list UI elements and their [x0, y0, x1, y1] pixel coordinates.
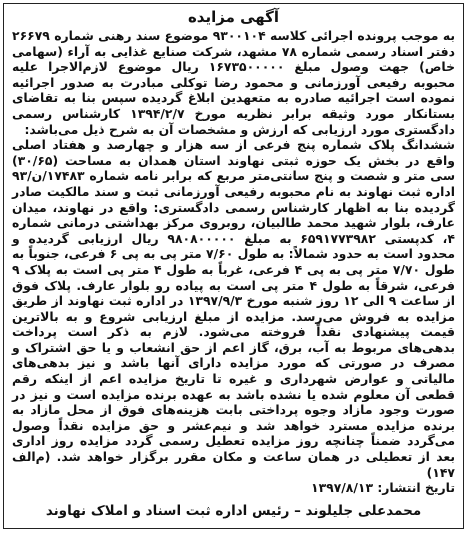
notice-body	[12, 28, 455, 496]
notice-title: آگهی مزایده	[187, 8, 280, 26]
notice-publish-date: تاریخ انتشار: ۱۳۹۷/۸/۱۳	[311, 480, 455, 496]
notice-frame	[3, 3, 464, 529]
notice-signature: محمدعلی جلیلوند – رئیس اداره ثبت اسناد و املاک نهاوند	[45, 502, 422, 519]
notice-paragraph-property: ششدانگ پلاک شماره پنج فرعی از سه هزار و چهارصد و هفتاد اصلی واقع در بخش یک حوزه ثبتی نهاوند استان همدان به مساحت (۳۰/۶۵) سی متر و شصت و پنج سانتی‌متر مربع که برابر نامه شماره ۱۷۴۸۳/ن/۹۳ اداره ثبت نهاوند به نام محبوبه رفیعی آورزمانی ثبت و سند مالکیت صادر گردیده بنا به اظهار کارشناس رسمی دادگستری: واقع در نهاوند، میدان عارف، بلوار شهید محمد طالبیان، روبروی مرکز بهداشتی درمانی شماره ۴، کدپستی ۶۵۹۱۷۷۳۹۸۲ به مبلغ ۹۸۰۸۰۰۰۰۰ ریال ارزیابی گردیده و محدود است به حدود شمالاً: به طول ۷/۶۰ متر پی به پی ۶ فرعی، جنوباً به طول ۷/۷۰ متر پی به پی ۴ فرعی، غرباً به طول ۴ متر پی است به پلاک ۹ فرعی، شرقاً به طول ۴ متر پی است به پیاده رو بلوار عارف. پلاک فوق از ساعت ۹ الی ۱۲ روز شنبه مورخ ۱۳۹۷/۹/۳ در اداره ثبت نهاوند از طریق مزایده به فروش می‌رسد. مزایده از مبلغ ارزیابی شروع و به بالاترین قیمت پیشنهادی نقداً فروخته می‌شود. لازم به ذکر است پرداخت بدهی‌های مربوط به آب، برق، گاز اعم از حق انشعاب و یا حق اشتراک و مصرف در صورتی که مورد مزایده دارای آنها باشد و نیز بدهی‌های مالیاتی و عوارض شهرداری و غیره تا تاریخ مزایده اعم از اینکه رقم قطعی آن معلوم شده یا نشده باشد به عهده برنده مزایده است و نیز در صورت وجود مازاد وجوه پرداختی بابت هزینه‌های فوق از محل مازاد به برنده مزایده مسترد خواهد شد و نیم‌عشر و حق مزایده نقداً وصول می‌گردد ضمناً چنانچه روز مزایده تعطیل رسمی گردد مزایده روز اداری بعد از تعطیلی در همان ساعت و مکان مقرر برگزار خواهد شد. (م‌الف ۱۴۷)	[12, 137, 456, 480]
notice-paragraph-intro: به موجب پرونده اجرائی کلاسه ۹۳۰۰۱۰۴ موضوع سند رهنی شماره ۲۶۶۷۹ دفتر اسناد رسمی شماره ۷۸ مشهد، شرکت صنایع غذایی به آراء (سهامی خاص) جهت وصول مبلغ ۱۶۷۳۵۰۰۰۰۰ ریال موضوع لازم‌الاجرا علیه محبوبه رفیعی آورزمانی و محمود رضا توکلی مبادرت به صدور اجرائیه نموده است اجرائیه صادره به متعهدین ابلاغ گردیده سپس بنا به تقاضای بستانکار مورد وثیقه برابر نظریه مورخ ۱۳۹۴/۲/۷ کارشناس رسمی دادگستری مورد ارزیابی که ارزش و مشخصات آن به شرح ذیل می‌باشد:	[12, 28, 456, 137]
